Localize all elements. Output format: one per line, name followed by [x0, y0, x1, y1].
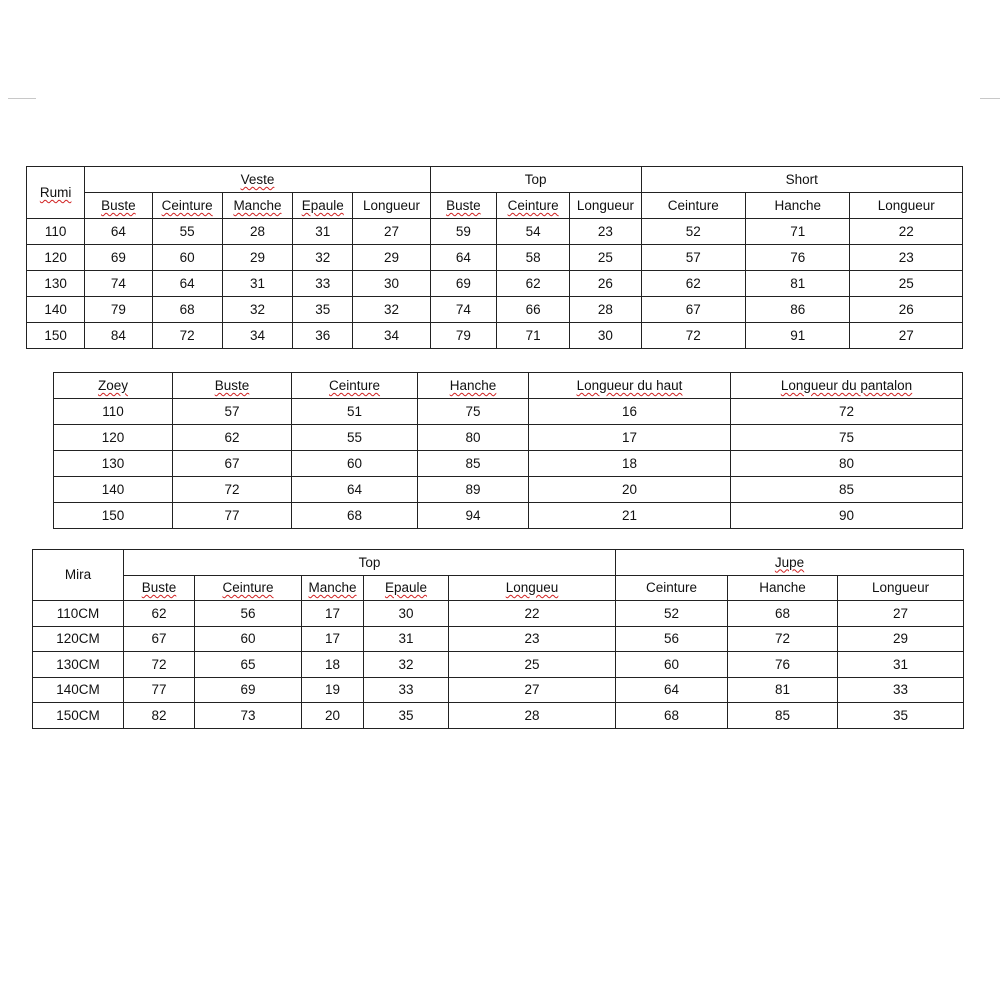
- measure-cell: 27: [449, 677, 616, 703]
- measure-cell: 62: [496, 271, 569, 297]
- measure-cell: 34: [353, 323, 430, 349]
- column-header: Longueur du pantalon: [731, 373, 963, 399]
- measure-cell: 62: [641, 271, 745, 297]
- measure-cell: 81: [728, 677, 838, 703]
- measure-cell: 69: [430, 271, 496, 297]
- measure-cell: 20: [302, 703, 364, 729]
- measure-cell: 64: [430, 245, 496, 271]
- table-row: [54, 503, 963, 529]
- zoey-body: [54, 399, 963, 529]
- size-cell: 110: [27, 219, 85, 245]
- size-cell: 150: [27, 323, 85, 349]
- measure-cell: 30: [570, 323, 641, 349]
- measure-cell: 72: [641, 323, 745, 349]
- measure-cell: 31: [293, 219, 353, 245]
- measure-cell: 56: [195, 601, 302, 627]
- page-margin-mark-left: [8, 98, 36, 99]
- measure-cell: 75: [418, 399, 529, 425]
- measure-cell: 29: [838, 626, 964, 652]
- measure-cell: 86: [746, 297, 850, 323]
- column-header: Hanche: [728, 575, 838, 601]
- size-cell: 120: [27, 245, 85, 271]
- measure-cell: 23: [449, 626, 616, 652]
- measure-cell: 21: [529, 503, 731, 529]
- measure-cell: 72: [173, 477, 292, 503]
- mira-group-top: Top: [124, 550, 616, 576]
- measure-cell: 34: [222, 323, 292, 349]
- measure-cell: 35: [364, 703, 449, 729]
- measure-cell: 32: [293, 245, 353, 271]
- rumi-name: Rumi: [39, 184, 72, 200]
- size-cell: 130: [27, 271, 85, 297]
- measure-cell: 64: [85, 219, 152, 245]
- column-header: Longueur: [838, 575, 964, 601]
- measure-cell: 31: [364, 626, 449, 652]
- measure-cell: 58: [496, 245, 569, 271]
- page-margin-mark-right: [980, 98, 1000, 99]
- size-cell: 120: [54, 425, 173, 451]
- table-row: [33, 601, 964, 627]
- measure-cell: 72: [152, 323, 222, 349]
- measure-cell: 33: [293, 271, 353, 297]
- measure-cell: 16: [529, 399, 731, 425]
- column-header: Manche: [222, 193, 292, 219]
- measure-cell: 68: [616, 703, 728, 729]
- measure-cell: 36: [293, 323, 353, 349]
- measure-cell: 23: [850, 245, 963, 271]
- measure-cell: 26: [850, 297, 963, 323]
- measure-cell: 77: [124, 677, 195, 703]
- size-cell: 110: [54, 399, 173, 425]
- measure-cell: 17: [529, 425, 731, 451]
- table-row: [27, 245, 963, 271]
- column-header: Ceinture: [292, 373, 418, 399]
- size-cell: 120CM: [33, 626, 124, 652]
- measure-cell: 23: [570, 219, 641, 245]
- measure-cell: 17: [302, 601, 364, 627]
- table-row: [27, 271, 963, 297]
- measure-cell: 25: [850, 271, 963, 297]
- measure-cell: 74: [430, 297, 496, 323]
- column-header: Epaule: [364, 575, 449, 601]
- rumi-group-header-row: [27, 167, 963, 193]
- table-row: [27, 219, 963, 245]
- measure-cell: 64: [292, 477, 418, 503]
- size-cell: 110CM: [33, 601, 124, 627]
- size-cell: 140: [27, 297, 85, 323]
- column-header: Longueur du haut: [529, 373, 731, 399]
- measure-cell: 64: [152, 271, 222, 297]
- mira-column-header-row: [33, 575, 964, 601]
- column-header: Ceinture: [616, 575, 728, 601]
- measure-cell: 64: [616, 677, 728, 703]
- rumi-column-header-row: [27, 193, 963, 219]
- measure-cell: 74: [85, 271, 152, 297]
- table-row: [27, 323, 963, 349]
- measure-cell: 67: [641, 297, 745, 323]
- measure-cell: 22: [850, 219, 963, 245]
- measure-cell: 28: [222, 219, 292, 245]
- measure-cell: 54: [496, 219, 569, 245]
- measure-cell: 73: [195, 703, 302, 729]
- measure-cell: 27: [353, 219, 430, 245]
- measure-cell: 71: [746, 219, 850, 245]
- measure-cell: 75: [731, 425, 963, 451]
- table-row: [33, 626, 964, 652]
- measure-cell: 25: [570, 245, 641, 271]
- mira-size-table: [32, 549, 964, 729]
- measure-cell: 32: [353, 297, 430, 323]
- column-header: Hanche: [746, 193, 850, 219]
- measure-cell: 71: [496, 323, 569, 349]
- table-row: [33, 677, 964, 703]
- column-header: Buste: [124, 575, 195, 601]
- rumi-name-cell: [27, 167, 85, 219]
- size-cell: 140: [54, 477, 173, 503]
- measure-cell: 59: [430, 219, 496, 245]
- zoey-size-table: [53, 372, 963, 529]
- column-header: Buste: [430, 193, 496, 219]
- size-cell: 150: [54, 503, 173, 529]
- measure-cell: 20: [529, 477, 731, 503]
- measure-cell: 85: [418, 451, 529, 477]
- measure-cell: 76: [746, 245, 850, 271]
- column-header: Epaule: [293, 193, 353, 219]
- rumi-size-table: [26, 166, 963, 349]
- measure-cell: 67: [124, 626, 195, 652]
- zoey-name-cell: [54, 373, 173, 399]
- measure-cell: 32: [222, 297, 292, 323]
- column-header: Ceinture: [496, 193, 569, 219]
- measure-cell: 69: [195, 677, 302, 703]
- measure-cell: 72: [124, 652, 195, 678]
- table-row: [33, 703, 964, 729]
- measure-cell: 31: [222, 271, 292, 297]
- measure-cell: 68: [728, 601, 838, 627]
- measure-cell: 69: [85, 245, 152, 271]
- measure-cell: 65: [195, 652, 302, 678]
- measure-cell: 28: [449, 703, 616, 729]
- column-header: Hanche: [418, 373, 529, 399]
- measure-cell: 67: [173, 451, 292, 477]
- measure-cell: 35: [293, 297, 353, 323]
- table-row: [54, 477, 963, 503]
- measure-cell: 60: [195, 626, 302, 652]
- measure-cell: 19: [302, 677, 364, 703]
- column-header: Ceinture: [641, 193, 745, 219]
- mira-body: [33, 601, 964, 729]
- size-cell: 130CM: [33, 652, 124, 678]
- column-header: Ceinture: [152, 193, 222, 219]
- column-header: Longueur: [353, 193, 430, 219]
- column-header: Longueur: [850, 193, 963, 219]
- measure-cell: 51: [292, 399, 418, 425]
- measure-cell: 72: [731, 399, 963, 425]
- measure-cell: 76: [728, 652, 838, 678]
- table-row: [54, 425, 963, 451]
- column-header: Longueur: [570, 193, 641, 219]
- measure-cell: 25: [449, 652, 616, 678]
- measure-cell: 57: [641, 245, 745, 271]
- measure-cell: 79: [430, 323, 496, 349]
- measure-cell: 29: [222, 245, 292, 271]
- mira-name-cell: [33, 550, 124, 601]
- measure-cell: 90: [731, 503, 963, 529]
- measure-cell: 27: [838, 601, 964, 627]
- table-row: [33, 652, 964, 678]
- table-row: [54, 451, 963, 477]
- measure-cell: 55: [292, 425, 418, 451]
- measure-cell: 29: [353, 245, 430, 271]
- measure-cell: 35: [838, 703, 964, 729]
- measure-cell: 32: [364, 652, 449, 678]
- measure-cell: 31: [838, 652, 964, 678]
- measure-cell: 26: [570, 271, 641, 297]
- rumi-group-short: Short: [641, 167, 962, 193]
- measure-cell: 79: [85, 297, 152, 323]
- measure-cell: 52: [616, 601, 728, 627]
- measure-cell: 85: [731, 477, 963, 503]
- measure-cell: 80: [418, 425, 529, 451]
- measure-cell: 77: [173, 503, 292, 529]
- measure-cell: 84: [85, 323, 152, 349]
- column-header: Longueu: [449, 575, 616, 601]
- measure-cell: 17: [302, 626, 364, 652]
- measure-cell: 30: [353, 271, 430, 297]
- measure-cell: 18: [302, 652, 364, 678]
- measure-cell: 28: [570, 297, 641, 323]
- measure-cell: 57: [173, 399, 292, 425]
- column-header: Ceinture: [195, 575, 302, 601]
- measure-cell: 33: [838, 677, 964, 703]
- column-header: Buste: [173, 373, 292, 399]
- column-header: Buste: [85, 193, 152, 219]
- measure-cell: 55: [152, 219, 222, 245]
- measure-cell: 60: [292, 451, 418, 477]
- mira-group-header-row: [33, 550, 964, 576]
- measure-cell: 85: [728, 703, 838, 729]
- measure-cell: 62: [124, 601, 195, 627]
- size-cell: 140CM: [33, 677, 124, 703]
- measure-cell: 68: [292, 503, 418, 529]
- measure-cell: 81: [746, 271, 850, 297]
- measure-cell: 68: [152, 297, 222, 323]
- mira-name: Mira: [64, 567, 92, 583]
- measure-cell: 60: [616, 652, 728, 678]
- measure-cell: 91: [746, 323, 850, 349]
- measure-cell: 82: [124, 703, 195, 729]
- measure-cell: 66: [496, 297, 569, 323]
- measure-cell: 89: [418, 477, 529, 503]
- measure-cell: 22: [449, 601, 616, 627]
- rumi-group-top: Top: [430, 167, 641, 193]
- rumi-group-veste: Veste: [85, 167, 430, 193]
- zoey-header-row: [54, 373, 963, 399]
- measure-cell: 60: [152, 245, 222, 271]
- measure-cell: 27: [850, 323, 963, 349]
- column-header: Manche: [302, 575, 364, 601]
- size-cell: 150CM: [33, 703, 124, 729]
- measure-cell: 80: [731, 451, 963, 477]
- measure-cell: 30: [364, 601, 449, 627]
- measure-cell: 62: [173, 425, 292, 451]
- zoey-name: Zoey: [97, 377, 128, 393]
- measure-cell: 72: [728, 626, 838, 652]
- measure-cell: 52: [641, 219, 745, 245]
- measure-cell: 56: [616, 626, 728, 652]
- measure-cell: 18: [529, 451, 731, 477]
- size-cell: 130: [54, 451, 173, 477]
- rumi-body: [27, 219, 963, 349]
- table-row: [27, 297, 963, 323]
- table-row: [54, 399, 963, 425]
- measure-cell: 33: [364, 677, 449, 703]
- measure-cell: 94: [418, 503, 529, 529]
- mira-group-jupe: Jupe: [616, 550, 964, 576]
